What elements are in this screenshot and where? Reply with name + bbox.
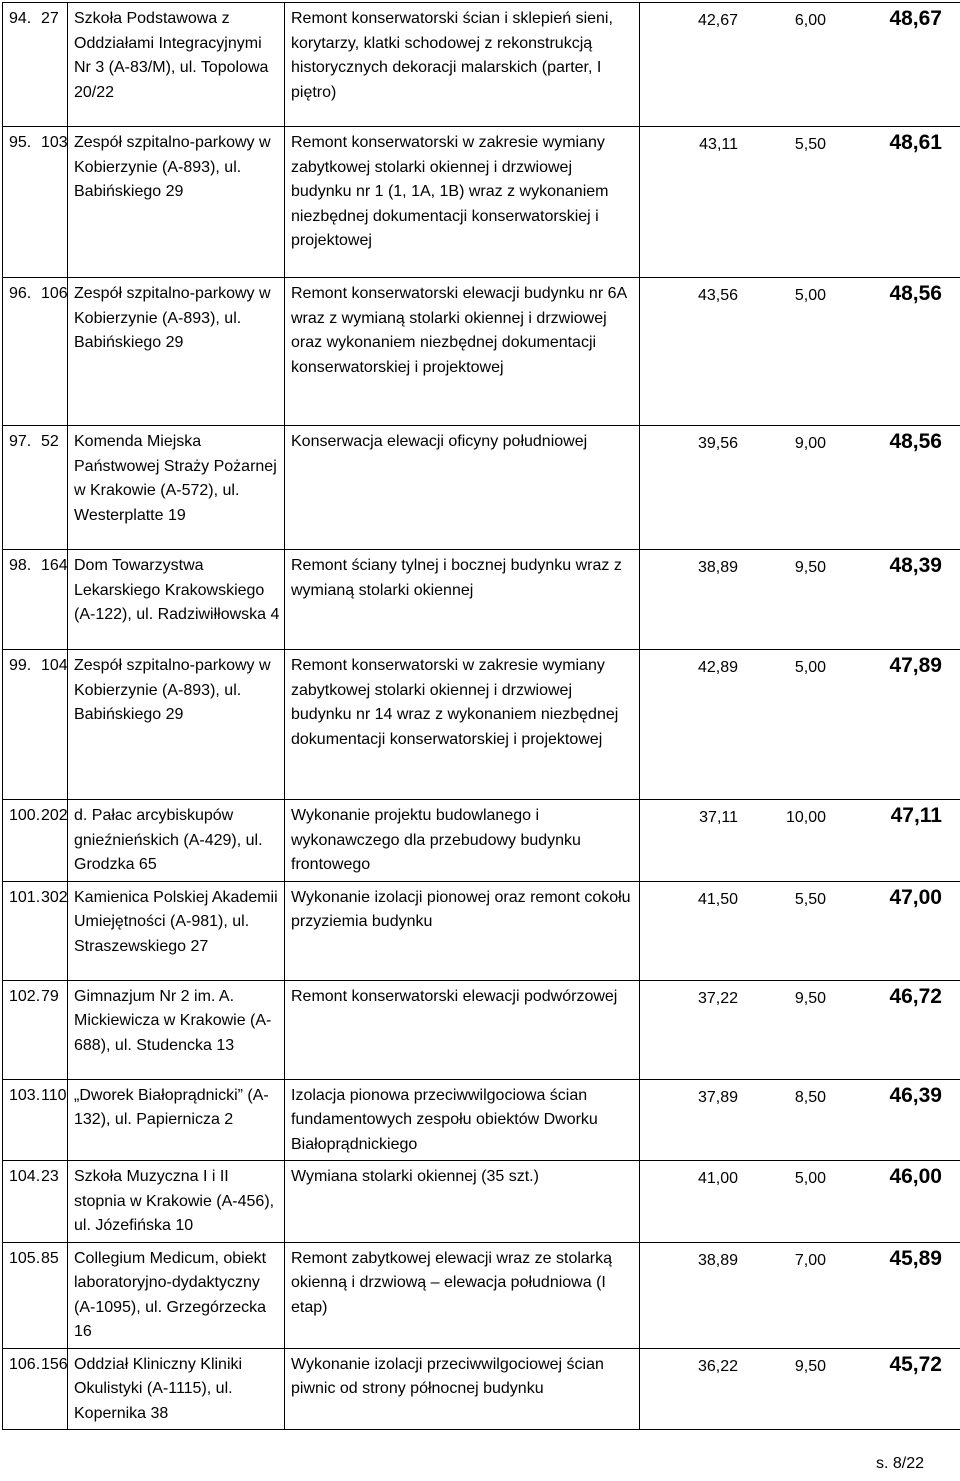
object-name-cell: Collegium Medicum, obiekt laboratoryjno-dydaktyczny (A-1095), ul. Grzegórzecka 16 [68,1242,285,1348]
row-ordinal: 100. [9,807,41,824]
score-a: 37,89 [697,1088,738,1106]
object-name-cell: Szkoła Muzyczna I i II stopnia w Krakowie (A-456), ul. Józefińska 10 [68,1161,285,1243]
object-name-cell: Zespół szpitalno-parkowy w Kobierzynie (A-893), ul. Babińskiego 29 [68,127,285,278]
work-scope-cell: Remont zabytkowej elewacji wraz ze stolarką okienną i drzwiową – elewacja południowa (I etap) [285,1242,640,1348]
application-number: 85 [41,1249,59,1267]
score-total: 48,56 [889,430,942,453]
score-a: 39,56 [697,435,738,452]
row-ordinal: 98. [9,557,32,574]
work-scope-cell: Wykonanie projektu budowlanego i wykonawczego dla przebudowy budynku frontowego [285,800,640,882]
score-a: 41,00 [697,1170,738,1187]
application-number: 202 [41,807,68,824]
row-number-cell [3,881,68,980]
score-b: 9,00 [794,435,826,452]
row-ordinal: 103. [9,1086,41,1104]
scores-cell [640,550,960,650]
object-name-cell: „Dworek Białoprądnicki” (A-132), ul. Papiernicza 2 [68,1079,285,1161]
application-number: 103 [41,134,68,151]
object-name-cell: Zespół szpitalno-parkowy w Kobierzynie (A-893), ul. Babińskiego 29 [68,650,285,800]
score-total: 47,89 [889,654,942,677]
application-number: 27 [41,10,59,27]
scores-cell [640,980,960,1079]
scores-cell [640,1348,960,1430]
scores-row [646,554,960,581]
score-a: 37,11 [699,809,738,826]
row-ordinal: 94. [9,10,32,27]
ranking-table-body [3,3,960,1430]
work-scope-cell: Wykonanie izolacji przeciwwilgociowej ścian piwnic od strony północnej budynku [285,1348,640,1430]
score-total: 47,00 [889,885,942,909]
row-ordinal: 101. [9,888,41,906]
table-row [3,278,960,426]
table-row [3,1161,960,1243]
application-number: 106 [41,285,68,302]
work-scope-cell: Remont ściany tylnej i bocznej budynku wraz z wymianą stolarki okiennej [285,550,640,650]
scores-row [646,804,960,831]
row-number-cell [3,550,68,650]
table-row [3,650,960,800]
score-a: 42,67 [697,12,738,29]
score-b: 9,50 [794,989,826,1007]
application-number: 110 [41,1086,67,1104]
scores-cell [640,127,960,278]
scores-row [646,1247,960,1274]
scores-row [646,1353,960,1380]
score-total: 47,11 [890,804,942,827]
work-scope-cell: Izolacja pionowa przeciwwilgociowa ścian fundamentowych zespołu obiektów Dworku Białoprądnickiego [285,1079,640,1161]
score-b: 5,50 [794,890,826,908]
row-ordinal: 96. [9,285,32,302]
table-row [3,800,960,882]
row-number-cell [3,1079,68,1161]
scores-cell [640,1161,960,1243]
row-ordinal: 106. [9,1355,41,1373]
score-total: 48,61 [889,131,942,154]
scores-cell [640,278,960,426]
object-name-cell: Kamienica Polskiej Akademii Umiejętności (A-981), ul. Straszewskiego 27 [68,881,285,980]
table-row [3,127,960,278]
score-a: 42,89 [697,659,738,676]
scores-cell [640,3,960,127]
score-b: 5,00 [794,659,826,676]
scores-row [646,886,960,913]
application-number: 156 [41,1355,68,1373]
object-name-cell: d. Pałac arcybiskupów gnieźnieńskich (A-429), ul. Grodzka 65 [68,800,285,882]
row-ordinal: 95. [9,134,32,151]
work-scope-cell: Remont konserwatorski w zakresie wymiany zabytkowej stolarki okiennej i drzwiowej budynku nr 1 (1, 1A, 1B) wraz z wykonaniem niezbędnej dokumentacji konserwatorskiej i projektowej [285,127,640,278]
row-number-cell [3,980,68,1079]
table-row [3,980,960,1079]
score-total: 45,72 [889,1352,942,1376]
score-total: 48,39 [889,554,942,577]
row-number-cell [3,650,68,800]
table-row [3,1242,960,1348]
ranking-table [2,2,960,1430]
application-number: 164 [41,557,68,574]
object-name-cell: Oddział Kliniczny Kliniki Okulistyki (A-1115), ul. Kopernika 38 [68,1348,285,1430]
work-scope-cell: Remont konserwatorski ścian i sklepień sieni, korytarzy, klatki schodowej z rekonstrukcją historycznych dekoracji malarskich (parter, I piętro) [285,3,640,127]
score-a: 37,22 [697,989,738,1007]
row-number-cell [3,800,68,882]
score-a: 41,50 [697,890,738,908]
application-number: 52 [41,433,59,450]
scores-cell [640,1079,960,1161]
score-total: 46,39 [889,1083,942,1107]
table-row [3,1348,960,1430]
application-number: 302 [41,888,68,906]
score-total: 48,67 [889,7,942,30]
object-name-cell: Dom Towarzystwa Lekarskiego Krakowskiego (A-122), ul. Radziwiłłowska 4 [68,550,285,650]
score-b: 8,50 [794,1088,826,1106]
work-scope-cell: Remont konserwatorski elewacji podwórzowej [285,980,640,1079]
application-number: 104 [41,657,68,674]
row-number-cell [3,1161,68,1243]
score-total: 48,56 [889,282,942,305]
object-name-cell: Komenda Miejska Państwowej Straży Pożarnej w Krakowie (A-572), ul. Westerplatte 19 [68,426,285,550]
score-total: 46,72 [889,984,942,1008]
table-row [3,550,960,650]
scores-cell [640,1242,960,1348]
score-b: 6,00 [794,12,826,29]
work-scope-cell: Wymiana stolarki okiennej (35 szt.) [285,1161,640,1243]
row-number-cell [3,127,68,278]
application-number: 79 [41,987,59,1005]
work-scope-cell: Remont konserwatorski w zakresie wymiany zabytkowej stolarki okiennej i drzwiowej budynku nr 14 wraz z wykonaniem niezbędnej dokumentacji konserwatorskiej i projektowej [285,650,640,800]
score-b: 9,50 [794,559,826,576]
object-name-cell: Szkoła Podstawowa z Oddziałami Integracyjnymi Nr 3 (A-83/M), ul. Topolowa 20/22 [68,3,285,127]
row-ordinal: 102. [9,987,41,1005]
score-b: 7,00 [794,1251,826,1269]
score-b: 5,50 [794,136,826,153]
row-number-cell [3,1242,68,1348]
scores-row [646,654,960,681]
scores-row [646,7,960,34]
scores-row [646,430,960,457]
score-total: 46,00 [889,1165,942,1188]
scores-row [646,1084,960,1111]
score-b: 9,50 [794,1357,826,1375]
scores-row [646,282,960,309]
row-ordinal: 104. [9,1168,41,1185]
row-number-cell [3,426,68,550]
scores-row [646,131,960,158]
row-number-cell [3,1348,68,1430]
score-b: 5,00 [794,287,826,304]
score-total: 45,89 [889,1246,942,1270]
scores-row [646,1165,960,1192]
scores-cell [640,650,960,800]
scores-cell [640,800,960,882]
table-row [3,426,960,550]
scores-row [646,985,960,1012]
row-number-cell [3,278,68,426]
work-scope-cell: Konserwacja elewacji oficyny południowej [285,426,640,550]
row-ordinal: 97. [9,433,32,450]
work-scope-cell: Remont konserwatorski elewacji budynku nr 6A wraz z wymianą stolarki okiennej i drzwiowej oraz wykonaniem niezbędnej dokumentacji konserwatorskiej i projektowej [285,278,640,426]
score-a: 36,22 [697,1357,738,1375]
row-ordinal: 105. [9,1249,41,1267]
scores-cell [640,881,960,980]
score-b: 10,00 [785,809,826,826]
score-b: 5,00 [794,1170,826,1187]
table-row [3,1079,960,1161]
work-scope-cell: Wykonanie izolacji pionowej oraz remont cokołu przyziemia budynku [285,881,640,980]
table-row [3,881,960,980]
score-a: 38,89 [697,559,738,576]
row-ordinal: 99. [9,657,32,674]
row-number-cell [3,3,68,127]
page-number: s. 8/22 [875,1455,924,1472]
scores-cell [640,426,960,550]
score-a: 43,11 [699,136,738,153]
score-a: 38,89 [697,1251,738,1269]
application-number: 23 [41,1168,59,1185]
object-name-cell: Gimnazjum Nr 2 im. A. Mickiewicza w Krakowie (A-688), ul. Studencka 13 [68,980,285,1079]
table-row [3,3,960,127]
score-a: 43,56 [697,287,738,304]
object-name-cell: Zespół szpitalno-parkowy w Kobierzynie (A-893), ul. Babińskiego 29 [68,278,285,426]
